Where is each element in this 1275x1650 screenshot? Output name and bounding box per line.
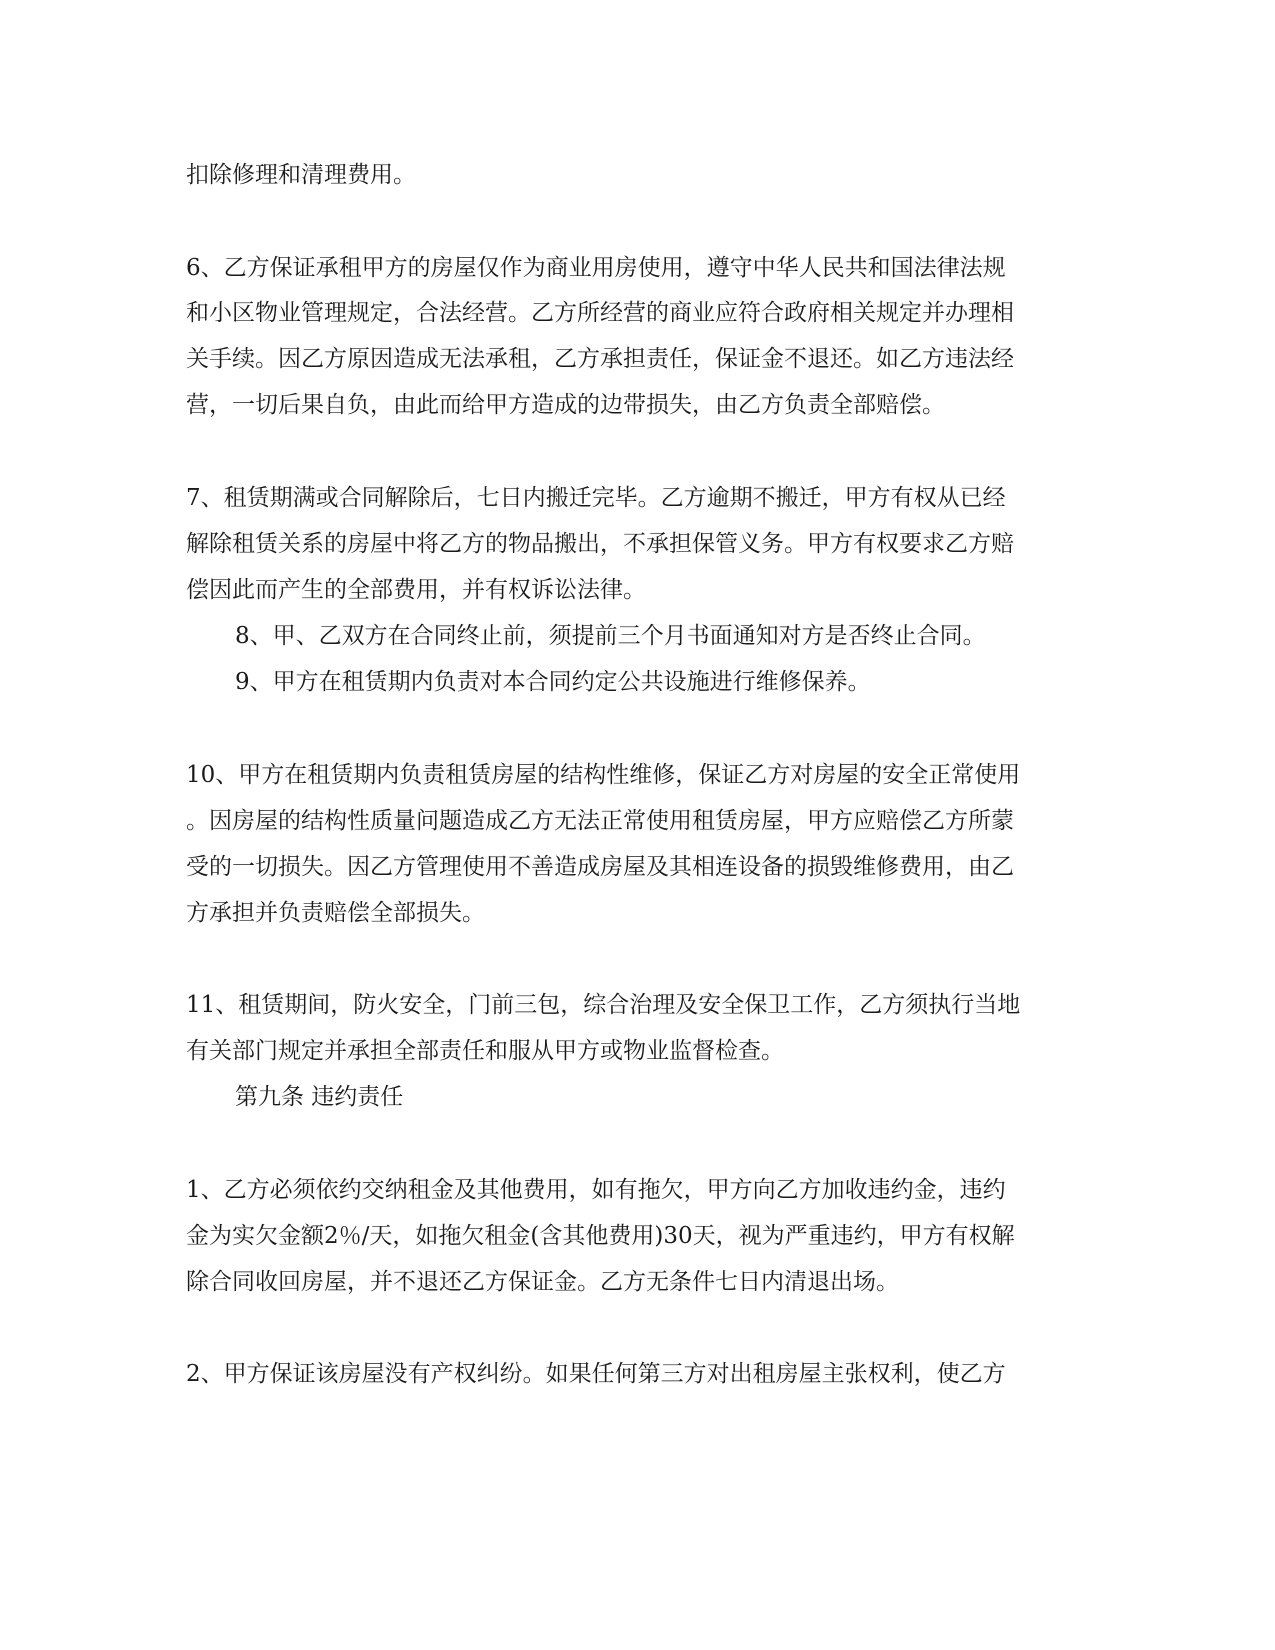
text-line: 营，一切后果自负，由此而给甲方造成的边带损失，由乙方负责全部赔偿。 <box>186 392 945 418</box>
text-line: 方承担并负责赔偿全部损失。 <box>186 900 485 926</box>
text-line: 。因房屋的结构性质量问题造成乙方无法正常使用租赁房屋，甲方应赔偿乙方所蒙 <box>186 808 1014 834</box>
text-line: 关手续。因乙方原因造成无法承租，乙方承担责任，保证金不退还。如乙方违法经 <box>186 346 1014 372</box>
text-line: 偿因此而产生的全部费用，并有权诉讼法律。 <box>186 577 646 603</box>
text-line: 11、租赁期间，防火安全，门前三包，综合治理及安全保卫工作，乙方须执行当地 <box>186 992 1021 1018</box>
text-line: 1、乙方必须依约交纳租金及其他费用，如有拖欠，甲方向乙方加收违约金，违约 <box>186 1177 1006 1203</box>
text-line: 有关部门规定并承担全部责任和服从甲方或物业监督检查。 <box>186 1038 784 1064</box>
text-line: 解除租赁关系的房屋中将乙方的物品搬出，不承担保管义务。甲方有权要求乙方赔 <box>186 531 1014 557</box>
text-line: 8、甲、乙双方在合同终止前，须提前三个月书面通知对方是否终止合同。 <box>235 623 986 649</box>
text-line: 2、甲方保证该房屋没有产权纠纷。如果任何第三方对出租房屋主张权利，使乙方 <box>186 1361 1006 1387</box>
text-line: 和小区物业管理规定，合法经营。乙方所经营的商业应符合政府相关规定并办理相 <box>186 300 1014 326</box>
text-line: 扣除修理和清理费用。 <box>186 162 416 188</box>
section-heading: 第九条 违约责任 <box>235 1084 404 1110</box>
text-line: 7、租赁期满或合同解除后，七日内搬迁完毕。乙方逾期不搬迁，甲方有权从已经 <box>186 485 1006 511</box>
text-line: 9、甲方在租赁期内负责对本合同约定公共设施进行维修保养。 <box>235 669 871 695</box>
text-line: 受的一切损失。因乙方管理使用不善造成房屋及其相连设备的损毁维修费用，由乙 <box>186 854 1014 880</box>
text-line: 除合同收回房屋，并不退还乙方保证金。乙方无条件七日内清退出场。 <box>186 1269 899 1295</box>
text-line: 金为实欠金额2％/天，如拖欠租金(含其他费用)30天，视为严重违约，甲方有权解 <box>186 1223 1015 1249</box>
text-line: 6、乙方保证承租甲方的房屋仅作为商业用房使用，遵守中华人民共和国法律法规 <box>186 255 1006 281</box>
text-line: 10、甲方在租赁期内负责租赁房屋的结构性维修，保证乙方对房屋的安全正常使用 <box>186 762 1021 788</box>
